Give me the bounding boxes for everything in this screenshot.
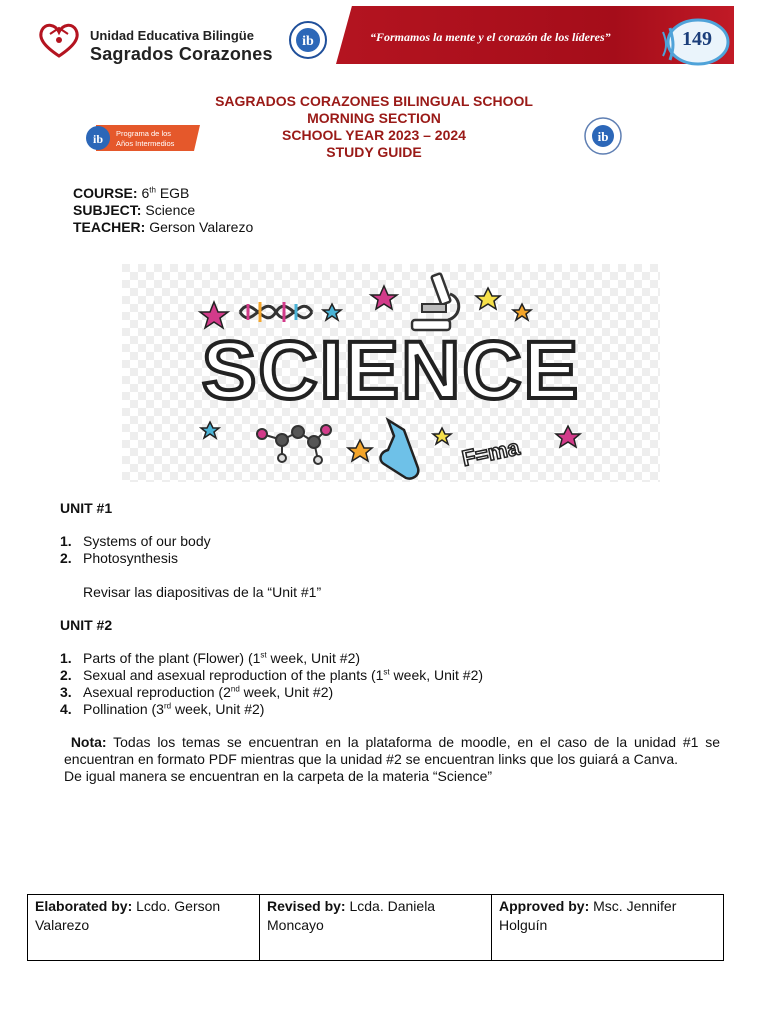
list-item: 4. Pollination (3rd week, Unit #2)	[60, 701, 265, 717]
ib-seal-icon	[288, 20, 328, 60]
course-row: COURSE: 6th EGB	[73, 185, 190, 201]
unit1-list	[60, 533, 321, 567]
list-item: 3. Asexual reproduction (2nd week, Unit #2)	[60, 684, 334, 700]
anniversary-number: 149	[682, 28, 712, 50]
school-logo-icon	[36, 20, 82, 60]
svg-text:ib: ib	[92, 132, 104, 146]
science-illustration	[122, 264, 660, 482]
unit1-note: Revisar las diapositivas de la “Unit #1”	[83, 584, 322, 600]
unit2-list	[60, 650, 483, 718]
school-name-line1: Unidad Educativa Bilingüe	[90, 28, 254, 43]
unit1-title: UNIT #1	[60, 500, 113, 516]
ib-world-school-seal-icon	[578, 116, 628, 156]
formula-text: F=ma	[459, 434, 522, 471]
pai-logo-line2: Años Intermedios	[116, 139, 175, 148]
revised-by-cell: Revised by: Lcda. Daniela Moncayo	[260, 895, 492, 960]
pai-logo-icon	[86, 125, 200, 151]
unit1-section	[60, 500, 321, 601]
list-item: 1. Systems of our body	[60, 533, 211, 549]
title-line-guide: STUDY GUIDE	[326, 144, 422, 160]
list-item: 2. Sexual and asexual reproduction of the plants (1st week, Unit #2)	[60, 667, 484, 683]
title-line-section: MORNING SECTION	[307, 110, 441, 126]
science-word: SCIENCE	[201, 325, 581, 416]
header-banner	[30, 6, 734, 66]
svg-text:ib: ib	[597, 129, 609, 144]
pai-logo-line1: Programa de los	[116, 129, 172, 138]
list-item: 2. Photosynthesis	[60, 550, 178, 566]
unit2-section	[60, 617, 483, 718]
elaborated-by-cell: Elaborated by: Lcdo. Gerson Valarezo	[28, 895, 260, 960]
nota-text: Nota: Todas los temas se encuentran en la plataforma de moodle, en el caso de la unidad #1 se encuentran en formato PDF mientras que la unidad #2 se encuentran links que los guiará a Canva.	[64, 734, 720, 767]
svg-text:ib: ib	[302, 34, 314, 49]
nota-text-2: De igual manera se encuentran en la carpeta de la materia “Science”	[64, 768, 493, 784]
subject-row: SUBJECT: Science	[73, 202, 196, 218]
school-motto: “Formamos la mente y el corazón de los líderes”	[370, 30, 611, 44]
course-meta	[73, 185, 253, 236]
signature-table	[27, 894, 724, 961]
approved-by-cell: Approved by: Msc. Jennifer Holguín	[499, 898, 677, 933]
title-line-school: SAGRADOS CORAZONES BILINGUAL SCHOOL	[215, 93, 533, 109]
school-name-line2: Sagrados Corazones	[90, 44, 273, 64]
nota-paragraph	[64, 734, 720, 785]
unit2-title: UNIT #2	[60, 617, 113, 633]
list-item: 1. Parts of the plant (Flower) (1st week, Unit #2)	[60, 650, 361, 666]
title-line-year: SCHOOL YEAR 2023 – 2024	[282, 127, 466, 143]
teacher-row: TEACHER: Gerson Valarezo	[73, 219, 254, 235]
